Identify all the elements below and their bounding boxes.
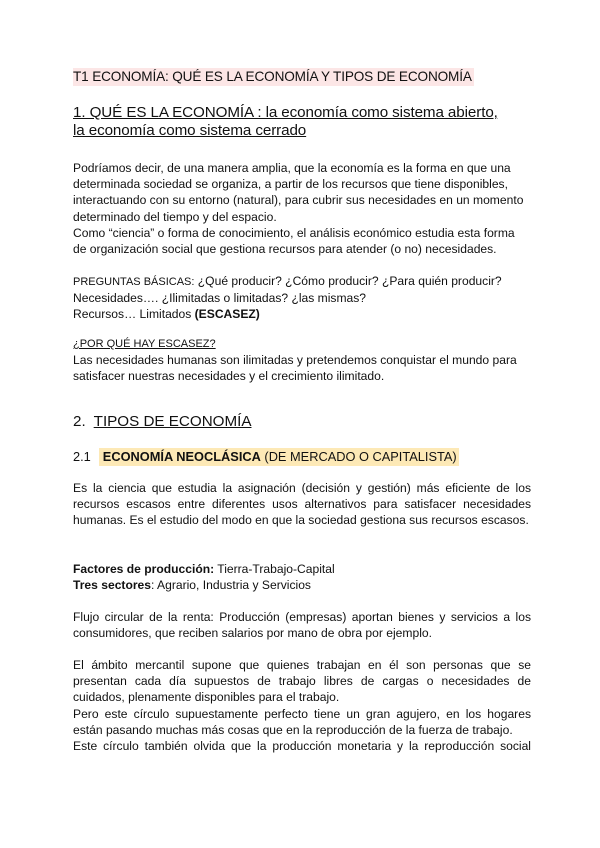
flujo-circular-paragraph: Flujo circular de la renta: Producción (empresas) aportan bienes y servicios a los consumidores, que reciben salarios por mano de obra por ejemplo. [73, 610, 531, 641]
factores-text: Tierra-Trabajo-Capital [214, 562, 335, 576]
este-circulo-paragraph: Este círculo también olvida que la producción monetaria y la reproducción social [73, 739, 531, 753]
preguntas-label: PREGUNTAS BÁSICAS: [73, 276, 195, 288]
subsection-2-1-heading [73, 449, 459, 464]
subsection-number: 2.1 [73, 449, 91, 464]
subsection-rest-title: (DE MERCADO O CAPITALISTA) [260, 449, 457, 464]
factores-block [73, 561, 531, 593]
factores-label: Factores de producción: [73, 562, 215, 576]
escasez-label: (ESCASEZ) [194, 307, 260, 322]
por-que-escasez-text: Las necesidades humanas son ilimitadas y pretendemos conquistar el mundo para satisfacer nuestras necesidades y el crecimiento ilimitado. [73, 353, 517, 384]
document-title: T1 ECONOMÍA: QUÉ ES LA ECONOMÍA Y TIPOS DE ECONOMÍA [73, 69, 472, 84]
section-1-paragraph-2: Como “ciencia” o forma de conocimiento, el análisis económico estudia esta forma de organización social que gestiona recursos para atender (o no) necesidades. [73, 226, 515, 257]
sectores-label: Tres sectores [73, 578, 151, 593]
section-1-heading-line-2: la economía como sistema cerrado [73, 122, 307, 139]
subsection-highlight [99, 448, 459, 466]
pero-paragraph: Pero este círculo supuestamente perfecto tiene un gran agujero, en los hogares están pasando muchas más cosas que en la reproducción de la fuerza de trabajo. [73, 707, 531, 738]
por-que-escasez-block [73, 335, 531, 385]
section-2-number: 2. [73, 413, 86, 430]
subsection-bold-title: ECONOMÍA NEOCLÁSICA [102, 449, 261, 464]
neoclasica-paragraph: Es la ciencia que estudia la asignación (decisión y gestión) más eficiente de los recursos escasos entre diferentes usos alternativos para satisfacer necesidades humanas. Es el estudio del modo en que la sociedad gestiona sus recursos escasos. [73, 481, 531, 528]
section-1-paragraph-1: Podríamos decir, de una manera amplia, que la economía es la forma en que una determinada sociedad se organiza, a partir de los recursos que tiene disponibles, interactuando con su entorno (natural), para cubrir sus necesidades en un momento determinado del tiempo y del espacio. [73, 161, 524, 224]
sectores-text: : Agrario, Industria y Servicios [151, 578, 311, 593]
section-2-heading [73, 413, 251, 430]
preguntas-basicas-block [73, 273, 531, 323]
section-1-heading [73, 104, 533, 140]
por-que-escasez-label: ¿POR QUÉ HAY ESCASEZ? [73, 338, 216, 350]
ambito-mercantil-paragraph: El ámbito mercantil supone que quienes trabajan en él son personas que se presentan cada día supuestos de trabajo libres de cargas o necesidades de cuidados, plenamente disponibles para el trabajo. [73, 658, 531, 705]
preguntas-text: ¿Qué producir? ¿Cómo producir? ¿Para quién producir?Necesidades…. ¿Ilimitadas o limitadas? ¿las mismas? [73, 274, 502, 306]
recursos-text: Recursos… Limitados [73, 307, 195, 322]
section-1-heading-line-1: 1. QUÉ ES LA ECONOMÍA : la economía como sistema abierto, [73, 104, 498, 121]
section-2-title: TIPOS DE ECONOMÍA [93, 413, 252, 430]
